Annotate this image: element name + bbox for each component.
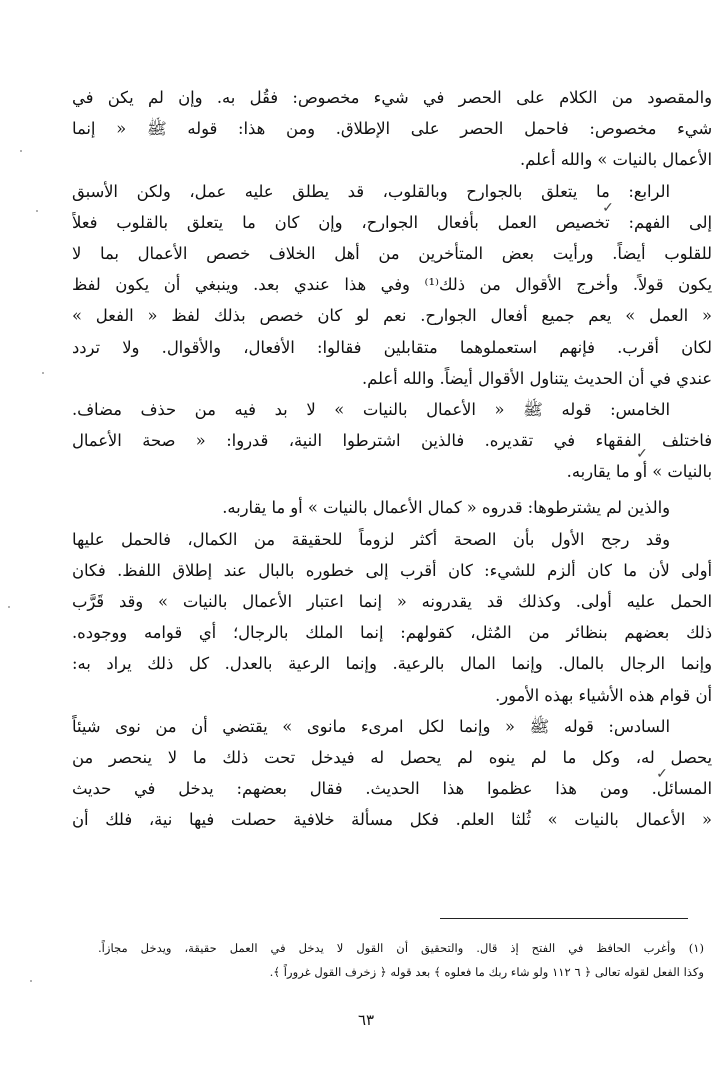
text-line: بالنيات » أو ما يقاربه. xyxy=(566,462,712,482)
text-line: الحمل عليه أولى. وكذلك قد يقدرونه « إنما اعتبار الأعمال بالنيات » وقد قَرَّب xyxy=(72,592,712,611)
text-line: « الأعمال بالنيات » ثُلثا العلم. فكل مسألة خلافية حصلت فيها نية، فلك أن xyxy=(72,810,712,830)
text-line: والمقصود من الكلام على الحصر في شيء مخصوص: فقُل به. وإن لم يكن في xyxy=(72,88,712,107)
text-line: للقلوب أيضاً. ورأيت بعض المتأخرين من أهل الخلاف خصص الأعمال بما لا xyxy=(72,243,712,263)
text-line: ذلك بعضهم بنظائر من المُثل، كقولهم: إنما الملك بالرجال؛ أي قوامه ووجوده. xyxy=(72,623,712,643)
scan-speck xyxy=(42,372,44,374)
footnotes xyxy=(98,936,704,984)
page-number: ٦٣ xyxy=(357,1011,375,1029)
text-line: إلى الفهم: تخصيص العمل بأفعال الجوارح، وإن كان ما يتعلق بالقلوب فعلاً xyxy=(72,212,712,232)
text-line: الأعمال بالنيات » والله أعلم. xyxy=(519,150,712,170)
text-line: « العمل » يعم جميع أفعال الجوارح. نعم لو كان خصص بذلك لفظ « الفعل » xyxy=(72,306,712,326)
text-line: فاختلف الفقهاء في تقديره. فالذين اشترطوا النية، قدروا: « صحة الأعمال xyxy=(72,431,712,451)
margin-checkmark-icon: ✓ xyxy=(636,446,648,462)
margin-checkmark-icon: ✓ xyxy=(602,200,614,216)
footnote-line: وكذا الفعل لقوله تعالى ﴿ ٦ ١١٢ ولو شاء ربك ما فعلوه ﴾ بعد قوله ﴿ زخرف القول غروراً ﴾. xyxy=(269,965,704,979)
text-line: لكان أقرب. فإنهم استعملوهما متقابلين فقالوا: الأفعال، والأقوال. ولا تردد xyxy=(72,337,712,357)
margin-checkmark-icon: ✓ xyxy=(656,766,668,782)
scan-speck xyxy=(36,210,38,212)
footnote-separator xyxy=(440,918,688,919)
text-line: يحصل له، وكل ما لم ينوه لم يحصل له فيدخل تحت ذلك ما لا ينحصر من xyxy=(72,747,712,767)
paragraph-6-start: السادس: قوله ﷺ « وإنما لكل امرىء مانوى » يقتضي أن من نوى شيئاً xyxy=(72,716,670,736)
paragraph-4-start: الرابع: ما يتعلق بالجوارح وبالقلوب، قد يطلق عليه عمل، ولكن الأسبق xyxy=(72,181,670,201)
text-line: شيء مخصوص: فاحمل الحصر على الإطلاق. ومن هذا: قوله ﷺ « إنما xyxy=(72,119,712,139)
text-line: أن قوام هذه الأشياء بهذه الأمور. xyxy=(495,685,712,705)
paragraph-5-start: الخامس: قوله ﷺ « الأعمال بالنيات » لا بد فيه من حذف مضاف. xyxy=(72,399,670,419)
text-line: يكون قولاً. وأخرج الأقوال من ذلك⁽¹⁾ وفي هذا عندي بعد. وينبغي أن يكون لفظ xyxy=(72,275,712,295)
text-line: أولى لأن ما كان ألزم للشيء: كان أقرب إلى خطوره بالبال عند إطلاق اللفظ. فكان xyxy=(72,560,712,580)
footnote-line: (١) وأغرب الحافظ في الفتح إذ قال. والتحقيق أن القول لا يدخل في العمل حقيقة، ويدخل مجازاً. xyxy=(98,941,704,955)
text-line: وقد رجح الأول بأن الصحة أكثر لزوماً للحقيقة من الكمال، فالحمل عليها xyxy=(72,529,670,549)
body-text xyxy=(72,82,712,836)
text-line: والذين لم يشترطوها: قدروه « كمال الأعمال بالنيات » أو ما يقاربه. xyxy=(222,498,670,518)
text-line: عندي في أن الحديث يتناول الأقوال أيضاً. والله أعلم. xyxy=(362,368,712,388)
scan-speck xyxy=(20,150,22,152)
scan-speck xyxy=(8,606,10,608)
scan-speck xyxy=(30,980,32,982)
text-line: المسائل. ومن هذا عظموا هذا الحديث. فقال بعضهم: يدخل في حديث xyxy=(72,779,712,799)
text-line: وإنما الرجال بالمال. وإنما المال بالرعية. وإنما الرعية بالعدل. كل ذلك يراد به: xyxy=(72,654,712,674)
